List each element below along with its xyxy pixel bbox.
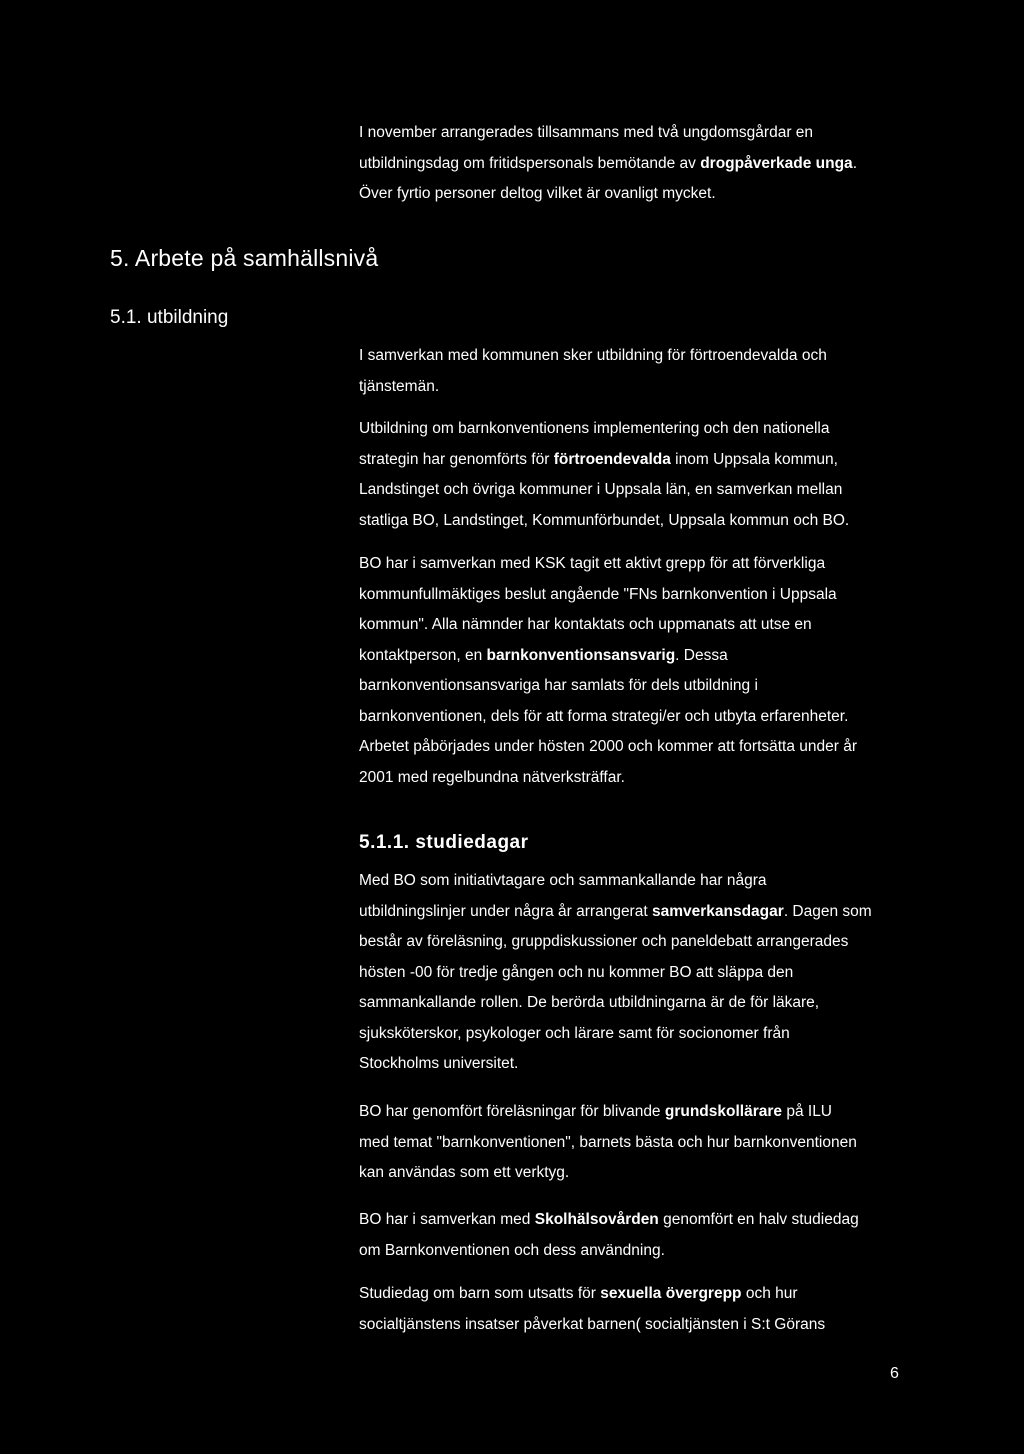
text-line: Med BO som initiativtagare och sammankallande har några <box>359 872 767 889</box>
paragraph <box>359 1205 919 1266</box>
text-line: utbildningsdag om fritidspersonals bemötande av drogpåverkade unga. <box>359 154 857 172</box>
intro-paragraph <box>359 118 919 210</box>
emphasis: Skolhälsovården <box>534 1211 659 1228</box>
text-line: BO har i samverkan med Skolhälsovården genomfört en halv studiedag <box>359 1211 859 1228</box>
text-line: I samverkan med kommunen sker utbildning för förtroendevalda och <box>359 347 827 364</box>
paragraph <box>359 1279 919 1340</box>
text-line: statliga BO, Landstinget, Kommunförbundet, Uppsala kommun och BO. <box>359 511 850 529</box>
emphasis: förtroendevalda <box>553 450 671 468</box>
text-line: Utbildning om barnkonventionens implementering och den nationella <box>359 420 830 437</box>
subsection-heading: 5.1. utbildning <box>110 307 229 328</box>
emphasis: drogpåverkade unga <box>700 154 853 172</box>
text-line: I november arrangerades tillsammans med två ungdomsgårdar en <box>359 124 814 141</box>
text-line: sammankallande rollen. De berörda utbildningarna är de för läkare, <box>359 994 820 1011</box>
text-line: Arbetet påbörjades under hösten 2000 och kommer att fortsätta under år <box>359 738 858 755</box>
text-line: strategin har genomförts för förtroendevalda inom Uppsala kommun, <box>359 450 838 468</box>
text-line: Stockholms universitet. <box>359 1055 519 1072</box>
text-line: tjänstemän. <box>359 377 440 395</box>
text-line: Studiedag om barn som utsatts för sexuella övergrepp och hur <box>359 1285 798 1302</box>
paragraph <box>359 866 919 1080</box>
text-line: hösten -00 för tredje gången och nu kommer BO att släppa den <box>359 963 794 981</box>
emphasis: sexuella övergrepp <box>600 1285 742 1302</box>
text-line: utbildningslinjer under några år arrangerat samverkansdagar. Dagen som <box>359 902 872 920</box>
paragraph <box>359 341 919 402</box>
paragraph <box>359 549 919 793</box>
text-line: BO har genomfört föreläsningar för blivande grundskollärare på ILU <box>359 1103 833 1120</box>
emphasis: barnkonventionsansvarig <box>486 646 676 664</box>
text-line: barnkonventionen, dels för att forma strategi/er och utbyta erfarenheter. <box>359 707 849 725</box>
text-line: kommun". Alla nämnder har kontaktats och uppmanats att utse en <box>359 616 812 633</box>
text-line: kontaktperson, en barnkonventionsansvarig. Dessa <box>359 646 728 664</box>
subsubsection-heading: 5.1.1. studiedagar <box>359 832 529 853</box>
page-number: 6 <box>890 1365 899 1382</box>
text-line: om Barnkonventionen och dess användning. <box>359 1241 665 1259</box>
text-line: består av föreläsning, gruppdiskussioner och paneldebatt arrangerades <box>359 933 849 950</box>
text-line: kan användas som ett verktyg. <box>359 1164 570 1181</box>
text-line: 2001 med regelbundna nätverksträffar. <box>359 768 625 786</box>
paragraph <box>359 1097 919 1189</box>
section-heading: 5. Arbete på samhällsnivå <box>110 245 379 271</box>
text-line: kommunfullmäktiges beslut angående "FNs barnkonvention i Uppsala <box>359 585 837 603</box>
text-line: sjuksköterskor, psykologer och lärare samt för socionomer från <box>359 1024 790 1042</box>
text-line: BO har i samverkan med KSK tagit ett aktivt grepp för att förverkliga <box>359 555 826 572</box>
text-line: barnkonventionsansvariga har samlats för dels utbildning i <box>359 677 758 694</box>
paragraph <box>359 414 919 536</box>
emphasis: grundskollärare <box>664 1103 783 1120</box>
text-line: Landstinget och övriga kommuner i Uppsala län, en samverkan mellan <box>359 481 843 498</box>
text-line: Över fyrtio personer deltog vilket är ovanligt mycket. <box>359 185 716 202</box>
text-line: med temat "barnkonventionen", barnets bästa och hur barnkonventionen <box>359 1133 857 1151</box>
text-line: socialtjänstens insatser påverkat barnen( socialtjänsten i S:t Görans <box>359 1315 826 1333</box>
emphasis: samverkansdagar <box>651 902 784 920</box>
